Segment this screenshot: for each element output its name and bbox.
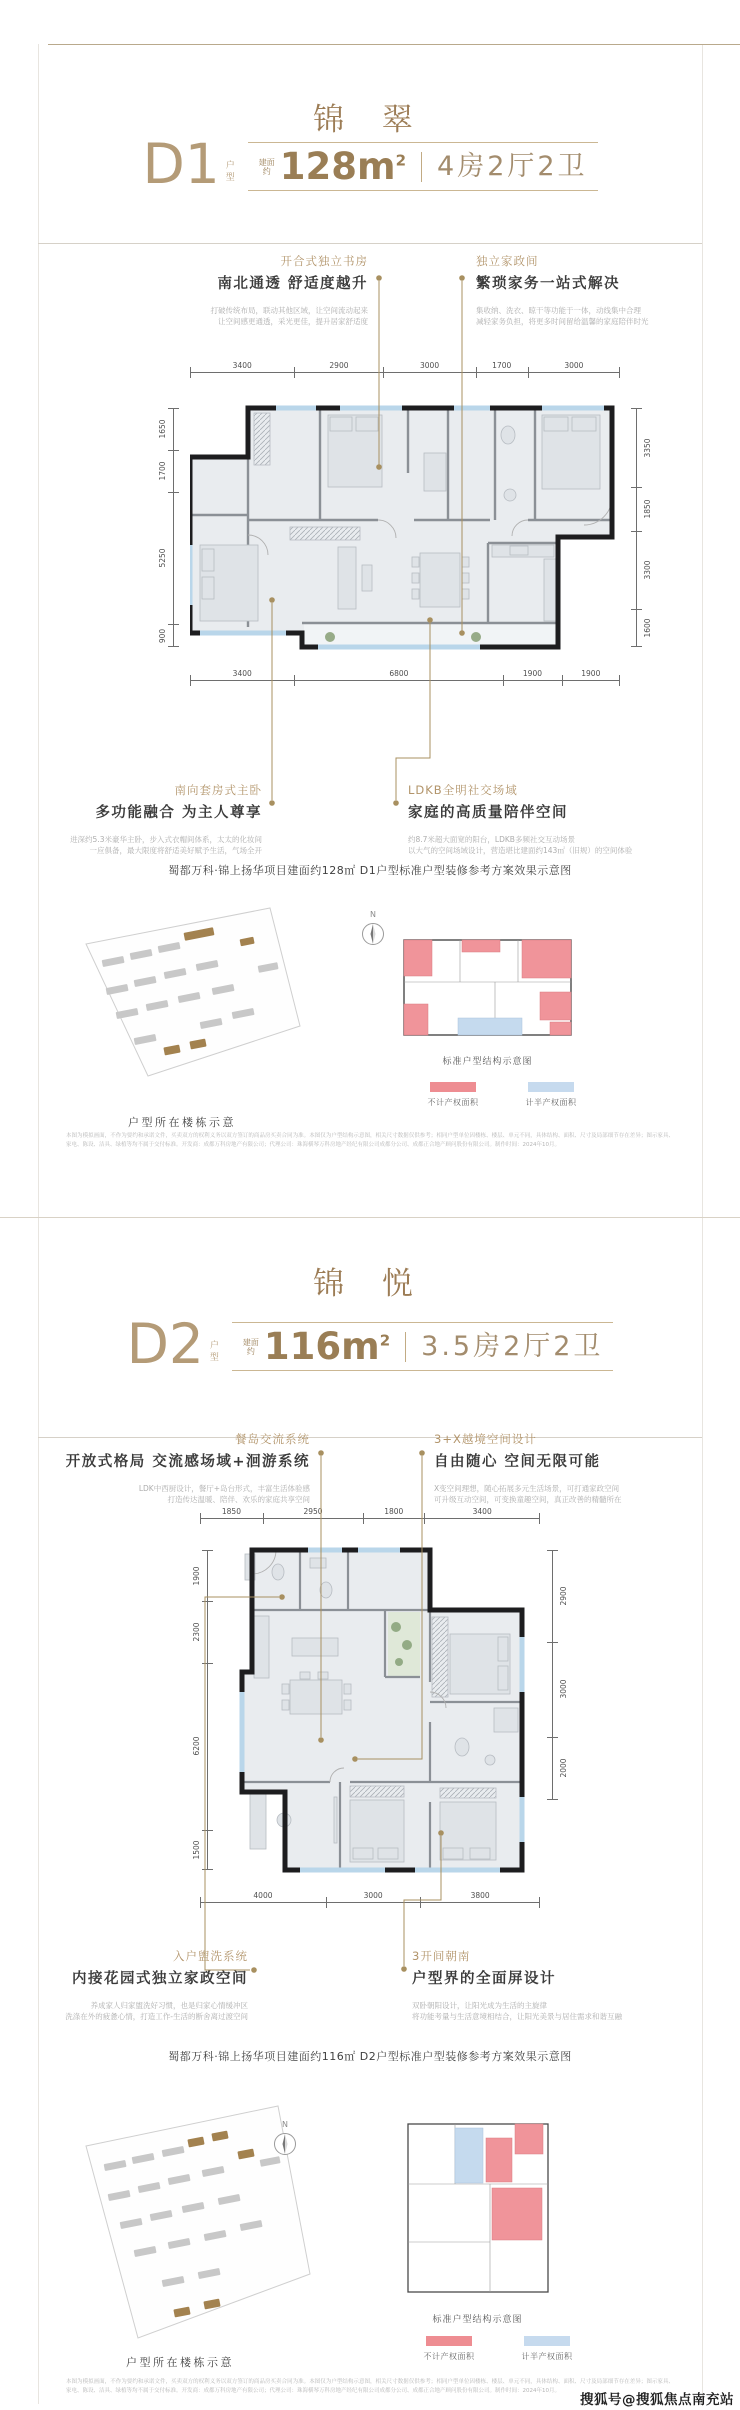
- dim-left-d1: 1650 1700 5250 900: [154, 408, 174, 647]
- divider-bar: [405, 1332, 406, 1362]
- room-layout: 4房2厅2卫: [437, 150, 588, 182]
- compass-n-label: N: [370, 910, 376, 919]
- legend-swatch-blue: [528, 1082, 574, 1092]
- dim-top-d2: 1850 2950 1800 3400: [200, 1504, 540, 1519]
- area-prefix: 建面约: [258, 157, 275, 176]
- floorplan-d2: [200, 1542, 540, 1877]
- site-plan-d1: [72, 898, 302, 1078]
- top-rule: [48, 44, 740, 45]
- legend-1: [418, 1082, 586, 1108]
- section2-title: 锦 悦: [313, 1266, 427, 1302]
- dim-bottom-d2: 4000 3000 3800: [200, 1888, 540, 1903]
- disclaimer-1: 本图为模拟画面，不作为要约和承诺文件，买卖双方的权利义务以双方签订的商品房买卖合同为准。本图仅为户型结构示意图，相关尺寸数据仅供参考；相同户型单位因楼栋、楼层、单元不同，具体结构、面积、尺寸及局部细节存在差异；图示家具、家电、陈设、洁具、绿植等均不属于交付标准。开发商：成都万科房地产有限公司；代理公司：珠海横琴万科房地产经纪有限公司成都分公司、成都正合地产顾问股份有限公司。制作时间：2024年10月。: [66, 1133, 674, 1148]
- site-label-2: 户型所在楼栋示意: [126, 2356, 234, 2369]
- legend-label-blue: 计半产权面积: [521, 2352, 573, 2361]
- schematic-structure-d1: [400, 932, 575, 1044]
- type-code-suffix: 户型: [223, 160, 234, 184]
- schematic-label-2: 标准户型结构示意图: [432, 2315, 523, 2325]
- type-code-suffix: 户型: [207, 1340, 218, 1364]
- dim-top-d1: 3400 2900 3000 1700 3000: [190, 358, 620, 373]
- section2-top-divider: [0, 1217, 740, 1218]
- area-value: $128m^2$: [279, 145, 407, 188]
- disclaimer-2: 本图为模拟画面，不作为要约和承诺文件，买卖双方的权利义务以双方签订的商品房买卖合同为准。本图仅为户型结构示意图，相关尺寸数据仅供参考；相同户型单位因楼栋、楼层、单元不同，具体结构、面积、尺寸及局部细节存在差异；图示家具、家电、陈设、洁具、绿植等均不属于交付标准。开发商：成都万科房地产有限公司；代理公司：珠海横琴万科房地产经纪有限公司成都分公司、成都正合地产顾问股份有限公司。制作时间：2024年10月。: [66, 2379, 674, 2394]
- legend-swatch-red: [430, 1082, 476, 1092]
- type-code: D2: [126, 1312, 204, 1376]
- section1-divider: [38, 243, 702, 244]
- schematic-label-1: 标准户型结构示意图: [442, 1057, 533, 1067]
- floorplan-d1: [190, 395, 620, 655]
- compass-icon: [272, 2118, 298, 2158]
- plan1-caption: 蜀都万科·锦上扬华项目建面约128㎡ D1户型标准户型装修参考方案效果示意图: [168, 864, 572, 877]
- room-layout: 3.5房2厅2卫: [421, 1330, 604, 1362]
- legend-label-blue: 计半产权面积: [525, 1098, 577, 1107]
- annotation-south-facing: 3开间朝南 户型界的全面屏设计 双卧朝阳设计，让阳光成为生活的主旋律 将功能考量与生活意境相结合，让阳光美景与居住需求和谐互融: [412, 1949, 622, 2021]
- dim-right-d2: 2900 3000 2000: [552, 1550, 572, 1800]
- legend-swatch-blue: [524, 2336, 570, 2346]
- dim-right-d1: 3350 1850 3300 1600: [636, 408, 656, 647]
- area-prefix: 建面约: [242, 1337, 259, 1356]
- type-code: D1: [142, 132, 220, 196]
- dim-left-d2: 1900 2300 6200 1500: [188, 1550, 208, 1870]
- site-label-1: 户型所在楼栋示意: [128, 1116, 236, 1129]
- divider-bar: [421, 152, 422, 182]
- sohu-watermark: 搜狐号@搜狐焦点南充站: [580, 2392, 734, 2408]
- legend-2: [414, 2336, 582, 2362]
- area-value: $116m^2$: [263, 1325, 391, 1368]
- legend-label-red: 不计产权面积: [423, 2352, 475, 2361]
- annotation-entry-wash: 入户盥洗系统 内接花园式独立家政空间 养成家人归家盥洗好习惯，也是归家心情缓冲区 洗涤在外的疲惫心情，打造工作-生活的断舍离过渡空间: [65, 1949, 248, 2021]
- legend-label-red: 不计产权面积: [427, 1098, 479, 1107]
- annotation-dining-island: 餐岛交流系统 开放式格局 交流感场域+洄游系统 LDK中西厨设计，餐厅+岛台形式，丰富生活体验感 打造传达温暖、陪伴、欢乐的家庭共享空间: [65, 1432, 310, 1504]
- annotation-housework-room: 独立家政间 繁琐家务一站式解决 集收纳、洗衣、晾干等功能于一体，动线集中合理 减轻家务负担，将更多时间留给温馨的家庭陪伴时光: [476, 254, 649, 326]
- compass-n-label: N: [282, 2120, 288, 2129]
- area-box: [232, 1322, 614, 1371]
- annotation-ldkb: LDKB全明社交场域 家庭的高质量陪伴空间 约8.7米超大面宽的阳台，LDKB多频社交互动场景 以大气的空间场域设计，营造堪比建面约143㎡（旧规）的空间体验: [408, 783, 633, 855]
- annotation-study: 开合式独立书房 南北通透 舒适度越升 打破传统布局，联动其他区域，让空间流动起来 让空间感更通透，采光更佳，提升居家舒适度: [210, 254, 368, 326]
- annotation-3x-space: 3+X越境空间设计 自由随心 空间无限可能 X变空间理想，随心拓展多元生活场景，可打通家政空间 可升级互动空间，可变换童趣空间，真正改善的精髓所在: [434, 1432, 622, 1504]
- legend-swatch-red: [426, 2336, 472, 2346]
- section2-type-row: [0, 1312, 740, 1376]
- dim-bottom-d1: 3400 6800 1900 1900: [190, 666, 620, 681]
- area-box: [248, 142, 598, 191]
- plan2-caption: 蜀都万科·锦上扬华项目建面约116㎡ D2户型标准户型装修参考方案效果示意图: [168, 2050, 572, 2063]
- section1-title: 锦 翠: [313, 102, 427, 138]
- compass-icon: [360, 908, 386, 948]
- annotation-master-suite: 南向套房式主卧 多功能融合 为主人尊享 进深约5.3米豪华主卧，步入式衣帽间体系，太太的化妆间 一应俱备，最大限度将舒适美好赋予生活，气场全开: [70, 783, 262, 855]
- schematic-structure-d2: [400, 2112, 555, 2302]
- section1-type-row: [0, 132, 740, 196]
